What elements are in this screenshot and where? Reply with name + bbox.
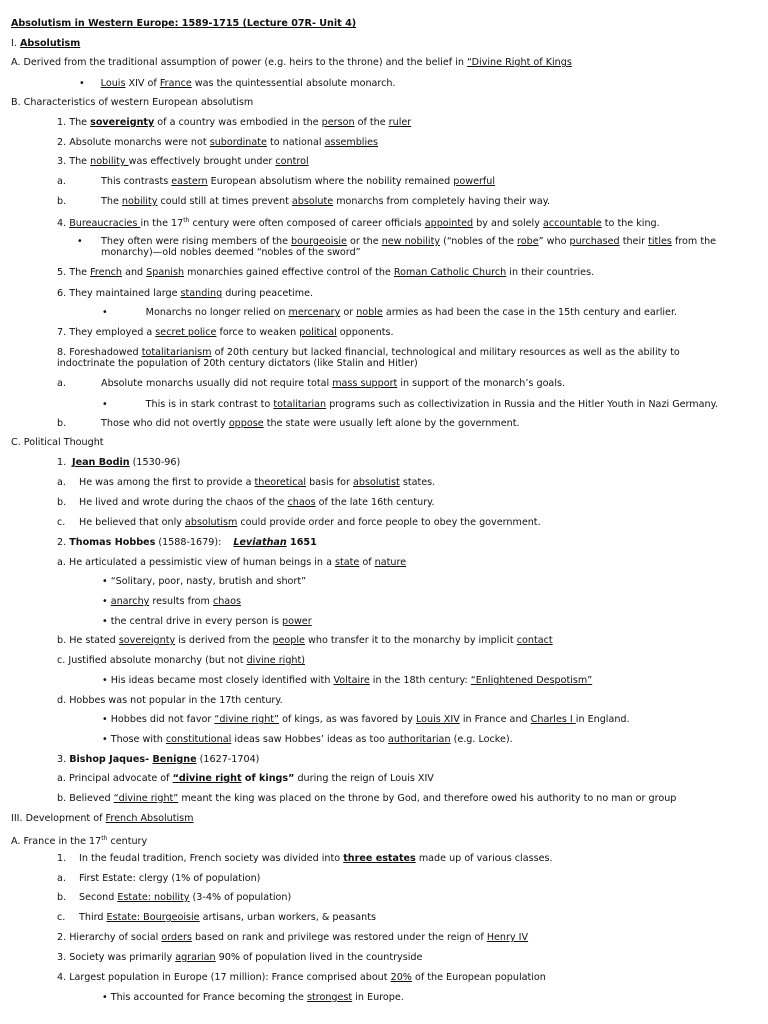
bodin-b: b. He lived and wrote during the chaos of the chaos of the late 16th century. — [57, 497, 435, 508]
hobbes-heading: 2. Thomas Hobbes (1588-1679): Leviathan 1651 — [57, 537, 317, 548]
item-6-standing: 6. They maintained large standing during peacetime. — [57, 288, 314, 299]
item-1-sovereignty: 1. The sovereignty of a country was embodied in the person of the ruler — [57, 117, 412, 128]
hobbes-d: d. Hobbes was not popular in the 17th century. — [57, 695, 283, 706]
france-1b: b. Second Estate: nobility (3-4% of population) — [57, 892, 292, 903]
hobbes-c-bullet: • His ideas became most closely identified with Voltaire in the 18th century: “Enlightened Despotism” — [102, 675, 593, 686]
item-2-subordinate: 2. Absolute monarchs were not subordinate to national assemblies — [57, 137, 379, 148]
section-3-heading: III. Development of French Absolutism — [11, 813, 194, 824]
item-8b: b. Those who did not overtly oppose the state were usually left alone by the government. — [57, 418, 520, 429]
item-3b: b. The nobility could still at times prevent absolute monarchs from completely having their way. — [57, 196, 551, 207]
france-4-bullet: • This accounted for France becoming the strongest in Europe. — [102, 992, 404, 1003]
france-1-estates: 1. In the feudal tradition, French society was divided into three estates made up of various classes. — [57, 853, 553, 864]
hobbes-d-bullet-2: • Those with constitutional ideas saw Hobbes’ ideas as too authoritarian (e.g. Locke). — [102, 734, 513, 745]
bossuet-b: b. Believed “divine right” meant the king was placed on the throne by God, and therefore owed his authority to no man or group — [57, 793, 677, 804]
doc-title: Absolutism in Western Europe: 1589-1715 (Lecture 07R- Unit 4) — [11, 18, 357, 29]
item-8a-bullet: • This is in stark contrast to totalitarian programs such as collectivization in Russia and the Hitler Youth in Nazi Germany. — [102, 399, 718, 410]
item-7-police: 7. They employed a secret police force to weaken political opponents. — [57, 327, 394, 338]
bullet-louis: • Louis XIV of France was the quintessential absolute monarch. — [79, 78, 396, 89]
france-17th-heading: A. France in the 17th century — [11, 835, 148, 848]
line-a-derived: A. Derived from the traditional assumption of power (e.g. heirs to the throne) and the belief in “Divine Right of Kings — [11, 57, 572, 68]
france-1a: a. First Estate: clergy (1% of population) — [57, 873, 261, 884]
hobbes-c: c. Justified absolute monarchy (but not divine right) — [57, 655, 305, 666]
hobbes-a-bullet-2: • anarchy results from chaos — [102, 596, 242, 607]
bodin-heading: 1. Jean Bodin (1530-96) — [57, 457, 181, 468]
bodin-c: c. He believed that only absolutism could provide order and force people to obey the government. — [57, 517, 541, 528]
hobbes-a-bullet-3: • the central drive in every person is power — [102, 616, 312, 627]
item-5-church: 5. The French and Spanish monarchies gained effective control of the Roman Catholic Church in their countries. — [57, 267, 595, 278]
bodin-a: a. He was among the first to provide a theoretical basis for absolutist states. — [57, 477, 436, 488]
france-1c: c. Third Estate: Bourgeoisie artisans, urban workers, & peasants — [57, 912, 377, 923]
bossuet-a: a. Principal advocate of “divine right of kings” during the reign of Louis XIV — [57, 773, 434, 784]
bossuet-heading: 3. Bishop Jaques- Benigne (1627-1704) — [57, 754, 260, 765]
item-4-bullet-text: They often were rising members of the bourgeoisie or the new nobility (“nobles of the robe” who purchased their titles from the monarchy)—old nobles deemed “nobles of the sword” — [101, 236, 717, 258]
bullet-4-bourgeoisie: • — [77, 236, 83, 247]
france-3-agrarian: 3. Society was primarily agrarian 90% of population lived in the countryside — [57, 952, 423, 963]
section-1-heading: I. Absolutism — [11, 38, 81, 49]
france-2-hierarchy: 2. Hierarchy of social orders based on rank and privilege was restored under the reign of Henry IV — [57, 932, 529, 943]
hobbes-a-bullet-1: • “Solitary, poor, nasty, brutish and short” — [102, 576, 307, 587]
hobbes-d-bullet-1: • Hobbes did not favor “divine right” of kings, as was favored by Louis XIV in France and Charles I in England. — [102, 714, 630, 725]
line-b-characteristics: B. Characteristics of western European absolutism — [11, 97, 254, 108]
hobbes-b: b. He stated sovereignty is derived from the people who transfer it to the monarchy by implicit contact — [57, 635, 553, 646]
france-4-population: 4. Largest population in Europe (17 million): France comprised about 20% of the European population — [57, 972, 546, 983]
hobbes-a: a. He articulated a pessimistic view of human beings in a state of nature — [57, 557, 407, 568]
item-4-bureaucracies: 4. Bureaucracies in the 17th century were often composed of career officials appointed by and solely accountable to the king. — [57, 217, 660, 230]
item-3-nobility: 3. The nobility was effectively brought under control — [57, 156, 309, 167]
section-c-political-thought: C. Political Thought — [11, 437, 104, 448]
item-6-bullet: • Monarchs no longer relied on mercenary or noble armies as had been the case in the 15th century and earlier. — [102, 307, 678, 318]
item-8-totalitarianism: 8. Foreshadowed totalitarianism of 20th century but lacked financial, technological and military resources as well as the ability to indoctrinate the population of 20th century dictators (like Stalin and Hitler) — [57, 347, 680, 369]
item-3a: a. This contrasts eastern European absolutism where the nobility remained powerful — [57, 176, 496, 187]
item-8a: a. Absolute monarchs usually did not require total mass support in support of the monarch’s goals. — [57, 378, 566, 389]
